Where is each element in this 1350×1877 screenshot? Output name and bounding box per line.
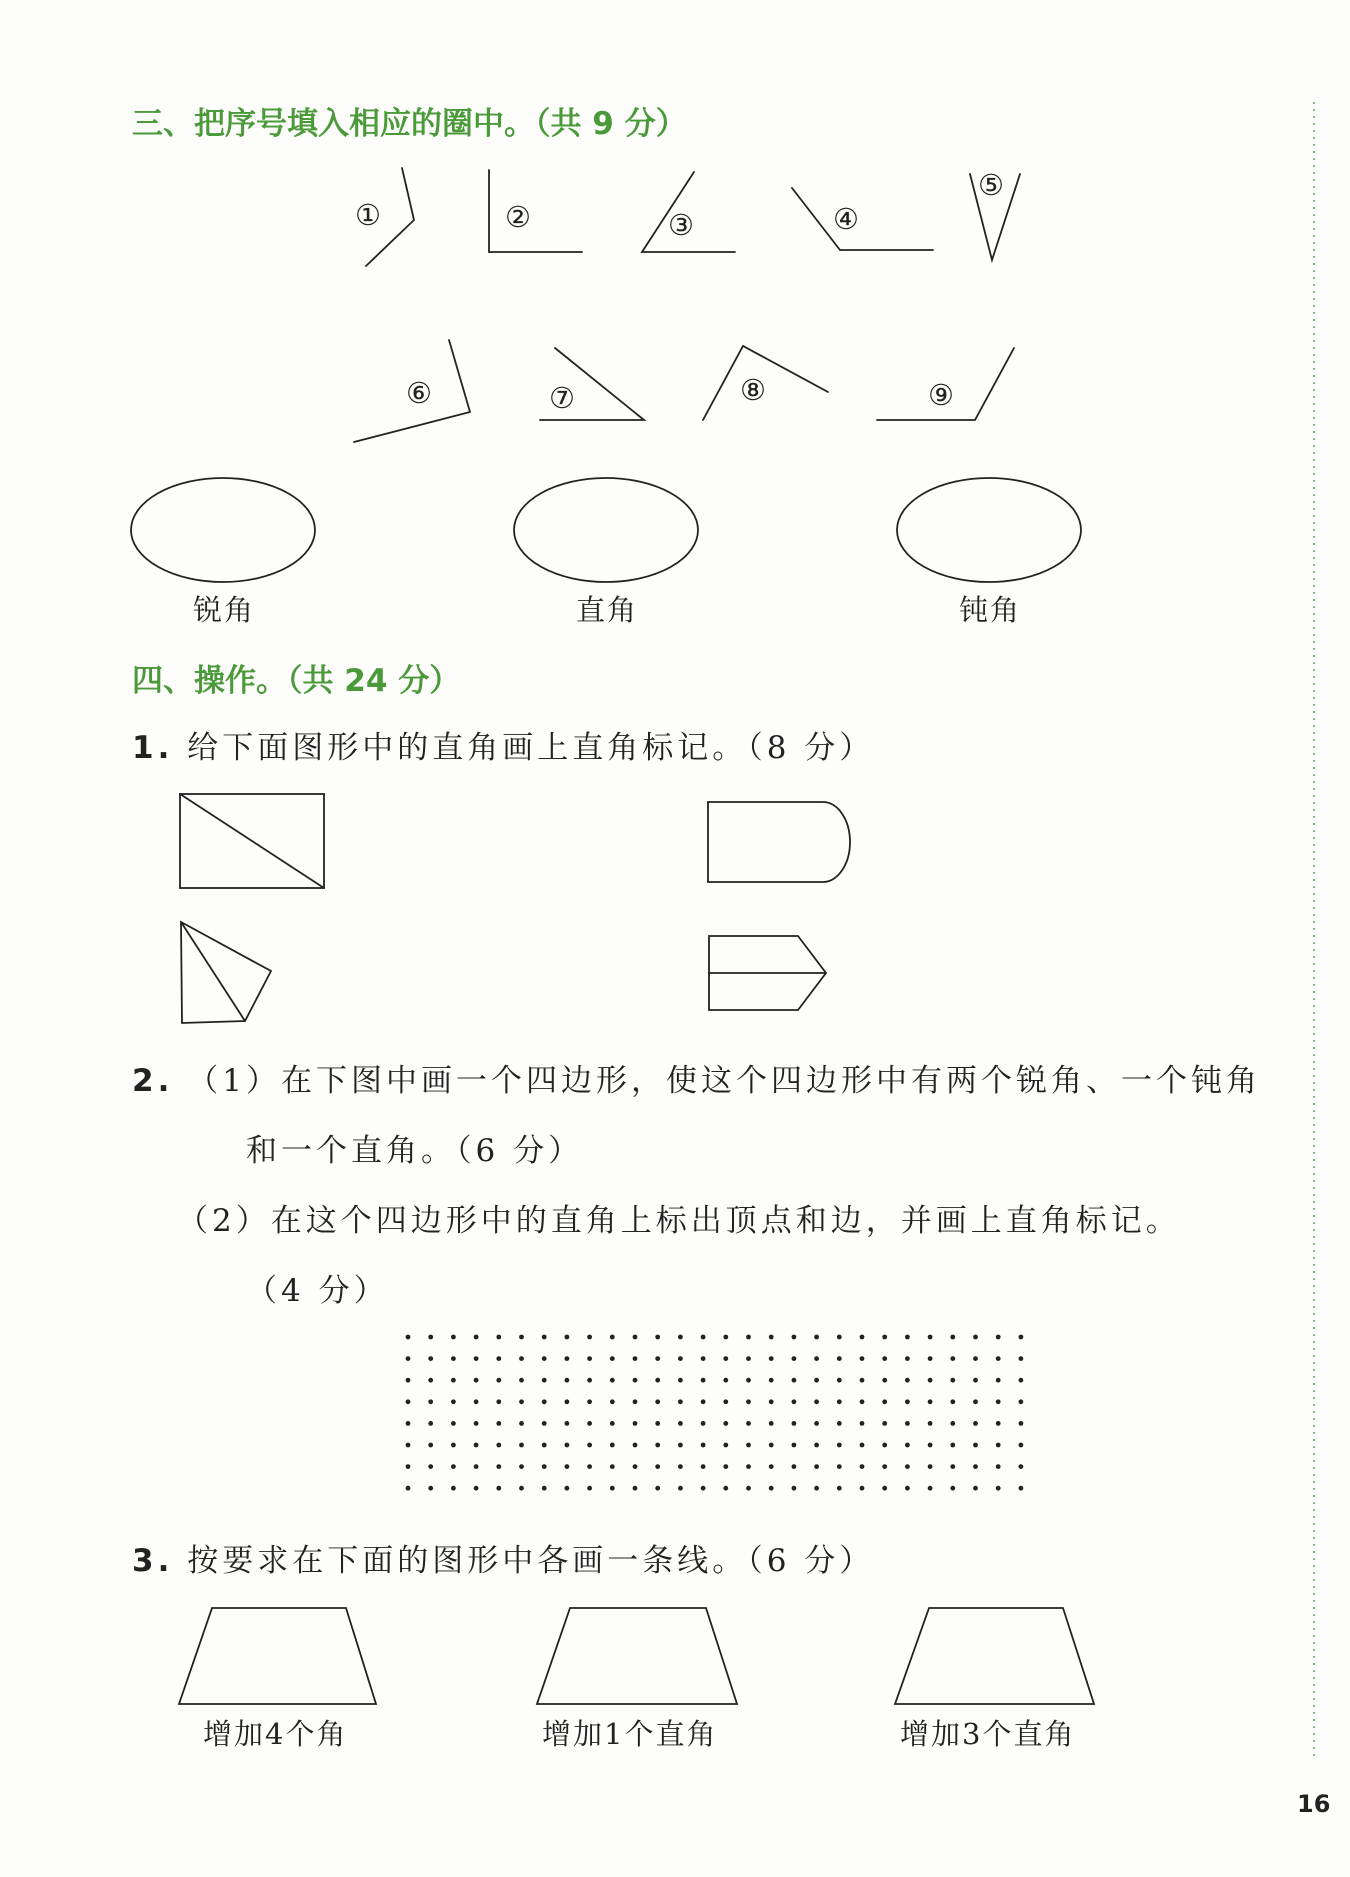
grid-dot — [701, 1356, 706, 1361]
grid-dot — [905, 1399, 910, 1404]
q2-part1-line1 — [132, 1055, 1261, 1100]
grid-dot — [769, 1443, 774, 1448]
grid-dot — [701, 1399, 706, 1404]
grid-dot — [406, 1486, 411, 1491]
grid-dot — [769, 1486, 774, 1491]
section3-heading: 三、把序号填入相应的圈中。（共 9 分） — [132, 106, 687, 142]
q1-number: 1. — [132, 730, 174, 766]
grid-dot — [406, 1399, 411, 1404]
grid-dot — [769, 1464, 774, 1469]
grid-dot — [701, 1486, 706, 1491]
grid-dot — [950, 1399, 955, 1404]
grid-dot — [814, 1486, 819, 1491]
angle-label-3: ③ — [668, 208, 696, 242]
oval-right — [514, 478, 698, 582]
grid-dot — [610, 1464, 615, 1469]
grid-dot — [860, 1399, 865, 1404]
grid-dot — [950, 1464, 955, 1469]
grid-dot — [928, 1486, 933, 1491]
grid-dot — [565, 1399, 570, 1404]
grid-dot — [928, 1421, 933, 1426]
grid-dot — [451, 1356, 456, 1361]
grid-dot — [882, 1464, 887, 1469]
grid-dot — [950, 1443, 955, 1448]
grid-dot — [542, 1486, 547, 1491]
grid-dot — [565, 1356, 570, 1361]
grid-dot — [565, 1421, 570, 1426]
grid-dot — [474, 1335, 479, 1340]
category-right: 直角 — [576, 593, 639, 627]
grid-dot — [610, 1486, 615, 1491]
grid-dot — [587, 1399, 592, 1404]
grid-dot — [610, 1399, 615, 1404]
grid-dot — [769, 1335, 774, 1340]
grid-dot — [565, 1486, 570, 1491]
category-acute: 锐角 — [193, 593, 256, 627]
q3-instruction: 按要求在下面的图形中各画一条线。（6 分） — [187, 1543, 875, 1579]
grid-dot — [496, 1356, 501, 1361]
grid-dot — [1019, 1399, 1024, 1404]
angle-label-7: ⑦ — [549, 381, 577, 415]
grid-dot — [655, 1486, 660, 1491]
grid-dot — [905, 1486, 910, 1491]
grid-dot — [1019, 1464, 1024, 1469]
grid-dot — [860, 1378, 865, 1383]
grid-dot — [678, 1356, 683, 1361]
grid-dot — [882, 1399, 887, 1404]
grid-dot — [973, 1421, 978, 1426]
angle-label-1: ① — [355, 198, 383, 232]
grid-dot — [633, 1443, 638, 1448]
q3-label-2: 增加1个直角 — [542, 1717, 718, 1751]
grid-dot — [905, 1443, 910, 1448]
q2-part2-line2: （4 分） — [246, 1273, 389, 1309]
angle-label-4: ④ — [833, 202, 861, 236]
grid-dot — [519, 1486, 524, 1491]
grid-dot — [746, 1421, 751, 1426]
grid-dot — [928, 1335, 933, 1340]
angle-label-6: ⑥ — [406, 376, 434, 410]
grid-dot — [496, 1378, 501, 1383]
grid-dot — [860, 1335, 865, 1340]
grid-dot — [792, 1443, 797, 1448]
section4-heading: 四、操作。（共 24 分） — [132, 663, 461, 699]
grid-dot — [610, 1356, 615, 1361]
grid-dot — [792, 1464, 797, 1469]
grid-dot — [451, 1335, 456, 1340]
grid-dot — [519, 1356, 524, 1361]
grid-dot — [792, 1335, 797, 1340]
grid-dot — [996, 1335, 1001, 1340]
grid-dot — [542, 1464, 547, 1469]
grid-dot — [723, 1421, 728, 1426]
grid-dot — [746, 1464, 751, 1469]
grid-dot — [928, 1378, 933, 1383]
grid-dot — [814, 1335, 819, 1340]
grid-dot — [542, 1335, 547, 1340]
grid-dot — [973, 1443, 978, 1448]
grid-dot — [655, 1356, 660, 1361]
angle-label-8: ⑧ — [740, 373, 768, 407]
grid-dot — [428, 1356, 433, 1361]
q3-number: 3. — [132, 1543, 174, 1579]
grid-dot — [633, 1421, 638, 1426]
q3-trapezoid-1 — [179, 1608, 376, 1704]
grid-dot — [837, 1421, 842, 1426]
q2-part1-line2: 和一个直角。（6 分） — [246, 1133, 584, 1169]
grid-dot — [542, 1399, 547, 1404]
grid-dot — [814, 1464, 819, 1469]
grid-dot — [973, 1486, 978, 1491]
grid-dot — [496, 1335, 501, 1340]
grid-dot — [610, 1421, 615, 1426]
grid-dot — [792, 1356, 797, 1361]
grid-dot — [428, 1464, 433, 1469]
grid-dot — [1019, 1486, 1024, 1491]
grid-dot — [723, 1464, 728, 1469]
grid-dot — [587, 1443, 592, 1448]
grid-dot — [587, 1486, 592, 1491]
grid-dot — [996, 1378, 1001, 1383]
grid-dot — [655, 1378, 660, 1383]
grid-dot — [428, 1486, 433, 1491]
grid-dot — [882, 1378, 887, 1383]
grid-dot — [746, 1486, 751, 1491]
grid-dot — [633, 1356, 638, 1361]
grid-dot — [678, 1399, 683, 1404]
grid-dot — [701, 1378, 706, 1383]
angle-label-2: ② — [505, 200, 533, 234]
grid-dot — [678, 1443, 683, 1448]
grid-dot — [496, 1421, 501, 1426]
q2-part2-line1: （2）在这个四边形中的直角上标出顶点和边，并画上直角标记。 — [177, 1203, 1181, 1239]
grid-dot — [996, 1464, 1001, 1469]
grid-dot — [860, 1486, 865, 1491]
grid-dot — [655, 1443, 660, 1448]
grid-dot — [814, 1443, 819, 1448]
grid-dot — [814, 1356, 819, 1361]
grid-dot — [746, 1378, 751, 1383]
grid-dot — [837, 1464, 842, 1469]
grid-dot — [1019, 1335, 1024, 1340]
q1-kite — [181, 922, 271, 1023]
grid-dot — [996, 1486, 1001, 1491]
q1-rounded-rectangle — [708, 802, 850, 882]
grid-dot — [610, 1443, 615, 1448]
q3-label-1: 增加4个角 — [203, 1717, 348, 1751]
grid-dot — [792, 1486, 797, 1491]
grid-dot — [678, 1464, 683, 1469]
grid-dot — [837, 1335, 842, 1340]
q2-part1-text: （1）在下图中画一个四边形，使这个四边形中有两个锐角、一个钝角 — [187, 1063, 1261, 1099]
grid-dot — [610, 1378, 615, 1383]
grid-dot — [701, 1421, 706, 1426]
grid-dot — [474, 1399, 479, 1404]
grid-dot — [587, 1421, 592, 1426]
grid-dot — [451, 1421, 456, 1426]
page-number: 16 — [1297, 1790, 1331, 1818]
grid-dot — [1019, 1378, 1024, 1383]
grid-dot — [928, 1443, 933, 1448]
grid-dot — [474, 1486, 479, 1491]
grid-dot — [565, 1335, 570, 1340]
grid-dot — [860, 1421, 865, 1426]
q3-trapezoid-3 — [895, 1608, 1094, 1704]
grid-dot — [860, 1443, 865, 1448]
grid-dot — [633, 1335, 638, 1340]
grid-dot — [769, 1378, 774, 1383]
grid-dot — [905, 1421, 910, 1426]
grid-dot — [882, 1335, 887, 1340]
grid-dot — [950, 1356, 955, 1361]
q1-instruction: 给下面图形中的直角画上直角标记。（8 分） — [187, 730, 875, 766]
grid-dot — [928, 1356, 933, 1361]
grid-dot — [451, 1378, 456, 1383]
angle-2 — [489, 170, 582, 252]
grid-dot — [1019, 1356, 1024, 1361]
grid-dot — [814, 1399, 819, 1404]
grid-dot — [746, 1335, 751, 1340]
grid-dot — [565, 1378, 570, 1383]
grid-dot — [905, 1378, 910, 1383]
grid-dot — [451, 1399, 456, 1404]
grid-dot — [950, 1378, 955, 1383]
grid-dot — [519, 1335, 524, 1340]
grid-dot — [1019, 1421, 1024, 1426]
grid-dot — [655, 1399, 660, 1404]
oval-obtuse — [897, 478, 1081, 582]
grid-dot — [474, 1443, 479, 1448]
grid-dot — [973, 1356, 978, 1361]
grid-dot — [996, 1421, 1001, 1426]
grid-dot — [496, 1464, 501, 1469]
grid-dot — [882, 1486, 887, 1491]
grid-dot — [655, 1464, 660, 1469]
grid-dot — [406, 1421, 411, 1426]
grid-dot — [769, 1421, 774, 1426]
grid-dot — [814, 1421, 819, 1426]
grid-dot — [610, 1335, 615, 1340]
grid-dot — [950, 1486, 955, 1491]
grid-dot — [633, 1464, 638, 1469]
grid-dot — [542, 1421, 547, 1426]
grid-dot — [678, 1378, 683, 1383]
grid-dot — [542, 1356, 547, 1361]
grid-dot — [542, 1443, 547, 1448]
grid-dot — [678, 1335, 683, 1340]
grid-dot — [905, 1464, 910, 1469]
grid-dot — [519, 1421, 524, 1426]
grid-dot — [542, 1378, 547, 1383]
q1-text — [132, 722, 874, 767]
grid-dot — [565, 1464, 570, 1469]
grid-dot — [882, 1443, 887, 1448]
grid-dot — [587, 1356, 592, 1361]
dot-grid — [406, 1335, 1024, 1491]
grid-dot — [860, 1356, 865, 1361]
grid-dot — [792, 1399, 797, 1404]
grid-dot — [474, 1464, 479, 1469]
grid-dot — [451, 1464, 456, 1469]
grid-dot — [950, 1421, 955, 1426]
grid-dot — [428, 1443, 433, 1448]
grid-dot — [792, 1378, 797, 1383]
grid-dot — [701, 1443, 706, 1448]
oval-acute — [131, 478, 315, 582]
grid-dot — [973, 1378, 978, 1383]
grid-dot — [428, 1335, 433, 1340]
grid-dot — [406, 1464, 411, 1469]
grid-dot — [406, 1443, 411, 1448]
grid-dot — [746, 1356, 751, 1361]
grid-dot — [587, 1378, 592, 1383]
grid-dot — [973, 1399, 978, 1404]
grid-dot — [723, 1486, 728, 1491]
grid-dot — [474, 1378, 479, 1383]
grid-dot — [701, 1335, 706, 1340]
grid-dot — [587, 1335, 592, 1340]
grid-dot — [474, 1421, 479, 1426]
angle-label-5: ⑤ — [978, 168, 1006, 202]
grid-dot — [428, 1421, 433, 1426]
grid-dot — [928, 1464, 933, 1469]
grid-dot — [519, 1399, 524, 1404]
grid-dot — [950, 1335, 955, 1340]
grid-dot — [837, 1486, 842, 1491]
grid-dot — [814, 1378, 819, 1383]
grid-dot — [769, 1356, 774, 1361]
grid-dot — [723, 1443, 728, 1448]
grid-dot — [496, 1486, 501, 1491]
grid-dot — [996, 1399, 1001, 1404]
grid-dot — [723, 1378, 728, 1383]
q3-text — [132, 1535, 874, 1580]
grid-dot — [519, 1443, 524, 1448]
angle-4 — [792, 188, 933, 250]
grid-dot — [406, 1335, 411, 1340]
grid-dot — [882, 1356, 887, 1361]
angle-label-9: ⑨ — [928, 378, 956, 412]
grid-dot — [723, 1335, 728, 1340]
grid-dot — [519, 1378, 524, 1383]
grid-dot — [633, 1486, 638, 1491]
grid-dot — [905, 1335, 910, 1340]
grid-dot — [451, 1443, 456, 1448]
grid-dot — [678, 1486, 683, 1491]
grid-dot — [655, 1335, 660, 1340]
grid-dot — [633, 1399, 638, 1404]
grid-dot — [655, 1421, 660, 1426]
q3-trapezoid-2 — [537, 1608, 737, 1704]
grid-dot — [678, 1421, 683, 1426]
grid-dot — [406, 1356, 411, 1361]
grid-dot — [746, 1443, 751, 1448]
grid-dot — [496, 1399, 501, 1404]
q3-label-3: 增加3个直角 — [900, 1717, 1076, 1751]
grid-dot — [792, 1421, 797, 1426]
grid-dot — [973, 1335, 978, 1340]
grid-dot — [996, 1356, 1001, 1361]
grid-dot — [496, 1443, 501, 1448]
grid-dot — [565, 1443, 570, 1448]
grid-dot — [905, 1356, 910, 1361]
category-obtuse: 钝角 — [959, 593, 1022, 627]
grid-dot — [769, 1399, 774, 1404]
grid-dot — [701, 1464, 706, 1469]
grid-dot — [633, 1378, 638, 1383]
grid-dot — [837, 1443, 842, 1448]
grid-dot — [723, 1356, 728, 1361]
grid-dot — [837, 1356, 842, 1361]
grid-dot — [996, 1443, 1001, 1448]
grid-dot — [428, 1378, 433, 1383]
grid-dot — [474, 1356, 479, 1361]
grid-dot — [837, 1378, 842, 1383]
grid-dot — [973, 1464, 978, 1469]
q2-number: 2. — [132, 1063, 174, 1099]
grid-dot — [882, 1421, 887, 1426]
grid-dot — [1019, 1443, 1024, 1448]
grid-dot — [451, 1486, 456, 1491]
grid-dot — [428, 1399, 433, 1404]
grid-dot — [746, 1399, 751, 1404]
grid-dot — [837, 1399, 842, 1404]
grid-dot — [587, 1464, 592, 1469]
grid-dot — [406, 1378, 411, 1383]
grid-dot — [723, 1399, 728, 1404]
grid-dot — [519, 1464, 524, 1469]
grid-dot — [860, 1464, 865, 1469]
grid-dot — [928, 1399, 933, 1404]
